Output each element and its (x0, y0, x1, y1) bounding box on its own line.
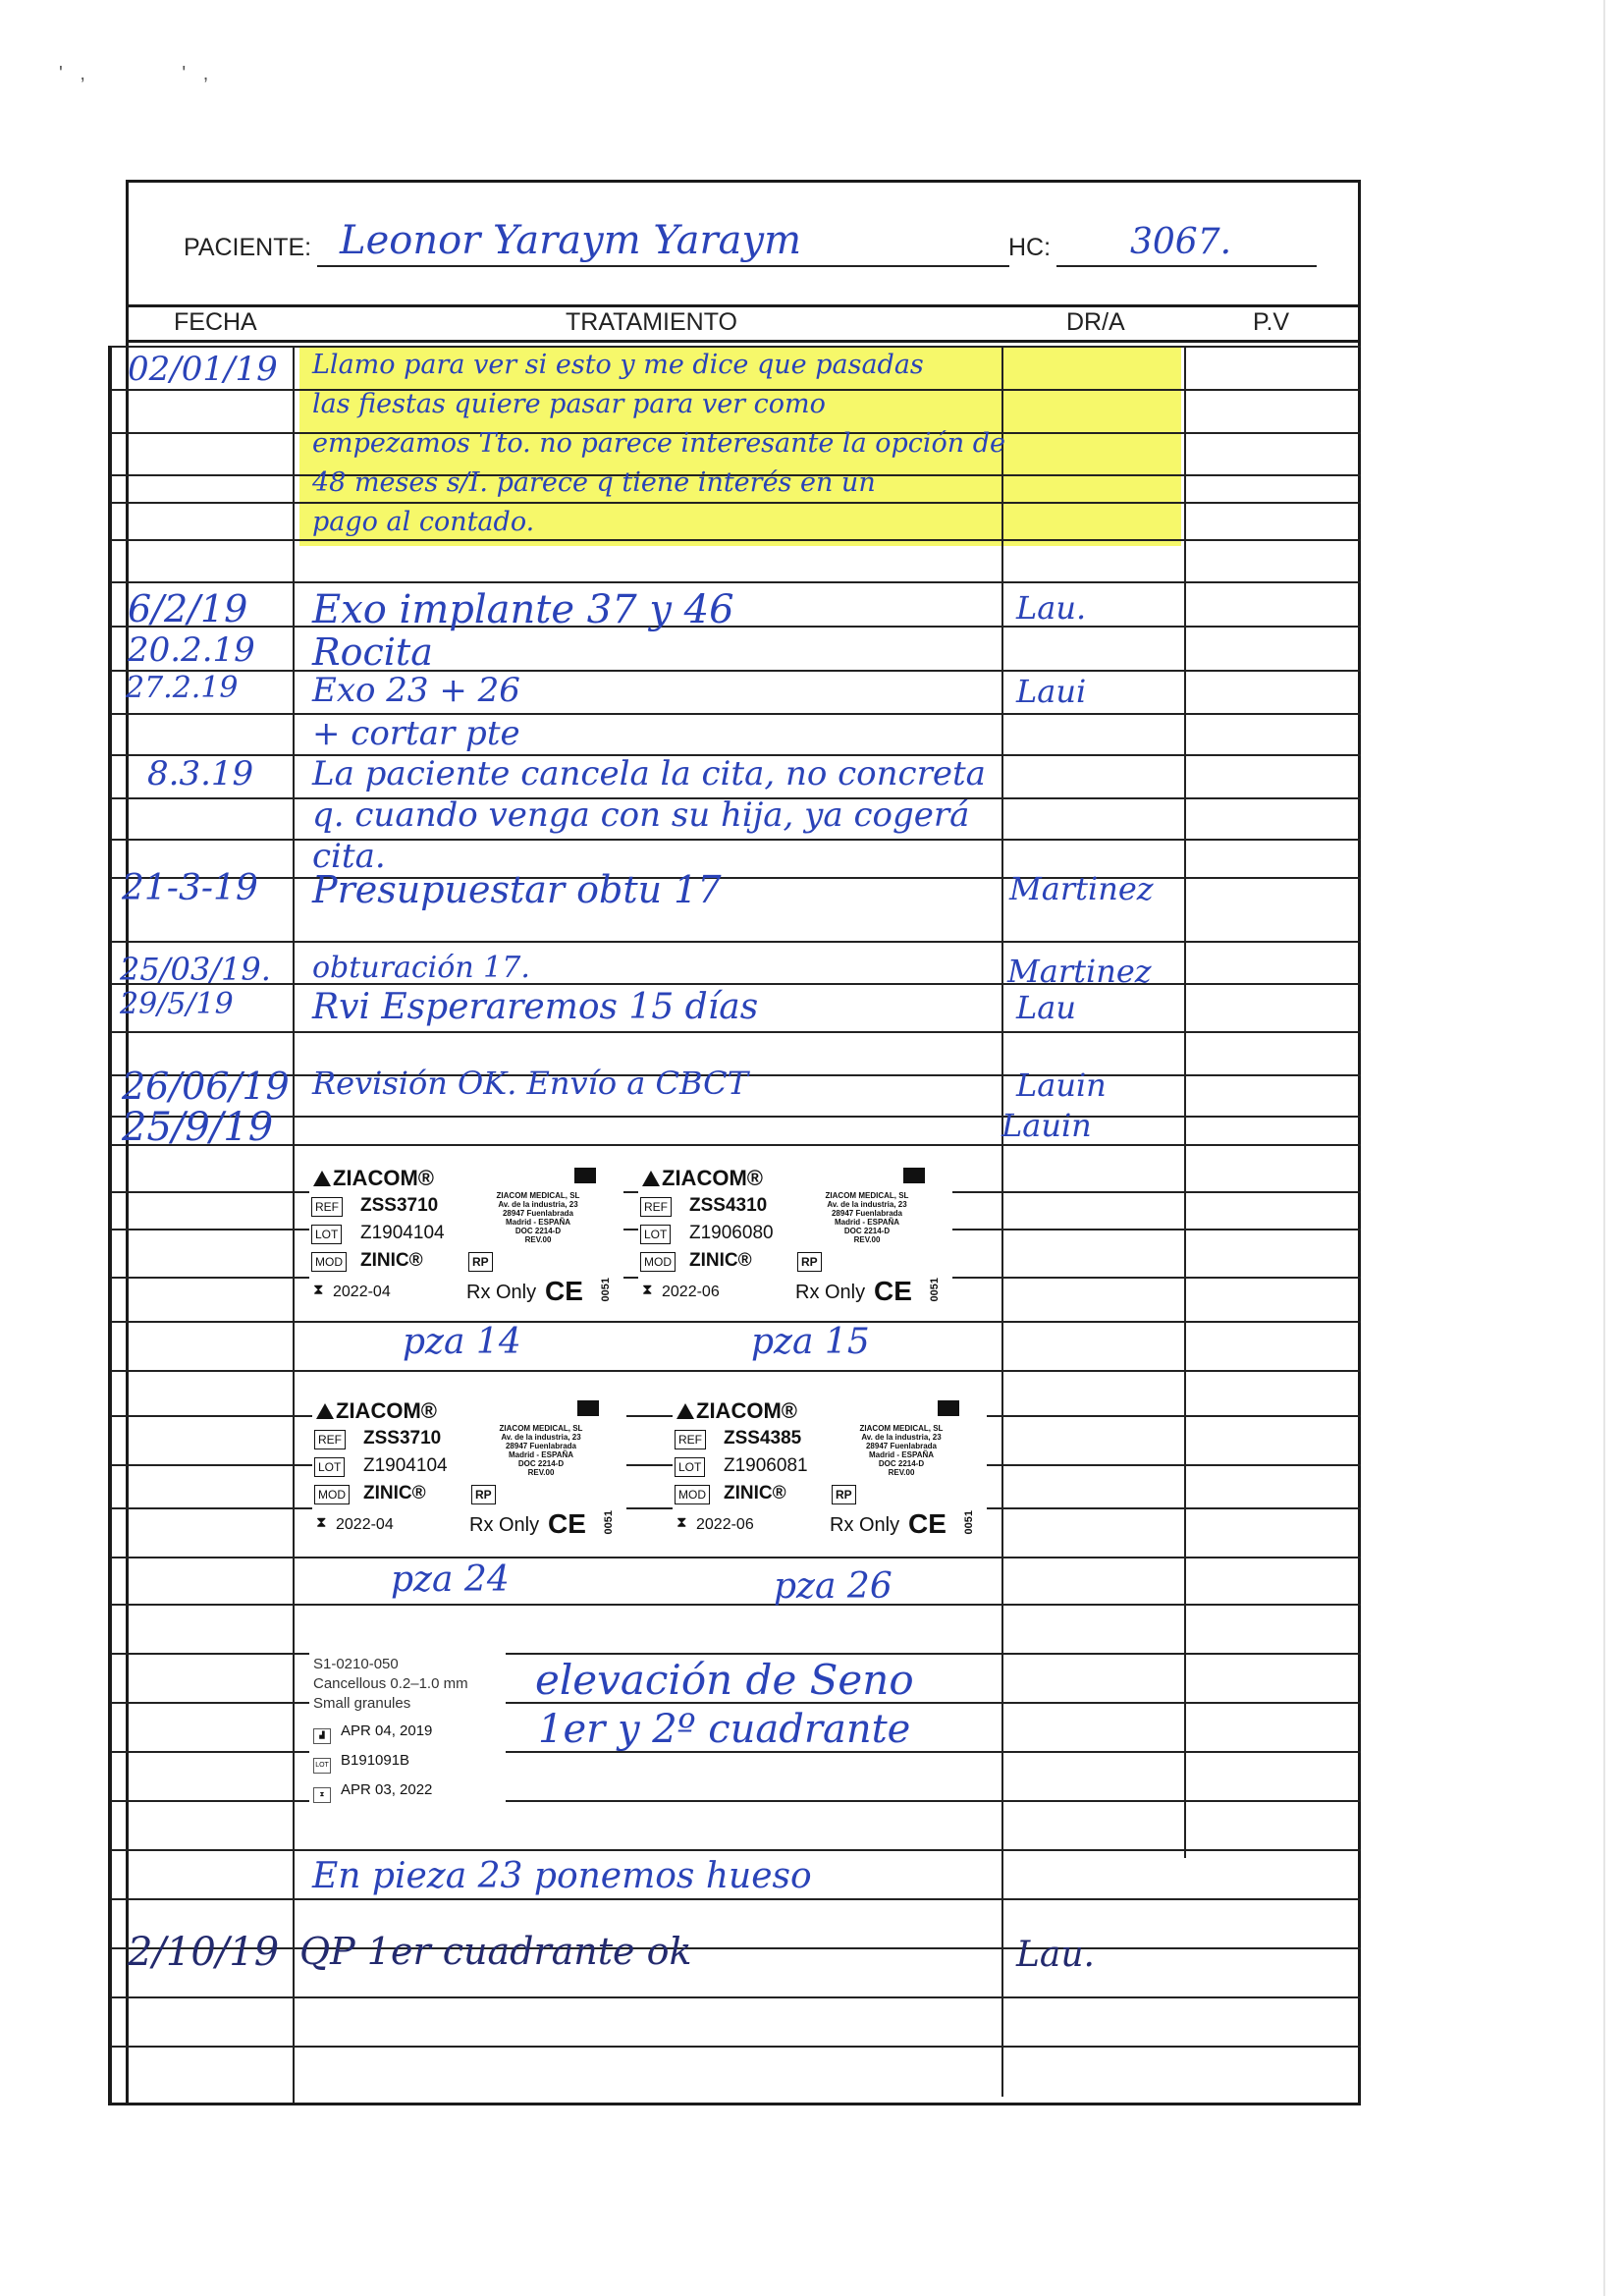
rp-tag: RP (471, 1485, 496, 1504)
entry-fecha: 21-3-19 (122, 868, 258, 908)
entry-tratamiento-line: Llamo para ver si esto y me dice que pasadas (312, 350, 924, 380)
lot-value: Z1906080 (689, 1223, 774, 1243)
entry-dr: Laui (1016, 673, 1087, 710)
entry-fecha: 25/03/19. (120, 951, 271, 988)
last-fecha: 2/10/19 (128, 1930, 280, 1975)
entry-fecha: 20.2.19 (128, 630, 255, 670)
ref-value: ZSS3710 (363, 1428, 442, 1449)
factory-icon (938, 1400, 959, 1416)
implant-label (638, 1162, 952, 1314)
maker-line: ZIACOM MEDICAL, SL (859, 1424, 944, 1433)
elevacion-note-2: 1er y 2º cuadrante (538, 1707, 911, 1752)
bone-exp: APR 03, 2022 (341, 1781, 433, 1798)
entry-tratamiento-line: Rocita (312, 630, 433, 674)
ref-tag: REF (675, 1430, 706, 1449)
entry-tratamiento-line: La paciente cancela la cita, no concreta (312, 754, 986, 793)
ziacom-logo-icon (676, 1403, 694, 1419)
scan-edge (1603, 0, 1605, 2296)
ce-mark: CE (545, 1276, 583, 1306)
rx-only: Rx Only (830, 1514, 900, 1536)
maker-line: Madrid - ESPAÑA (505, 1218, 571, 1227)
entry-tratamiento-line: Exo implante 37 y 46 (312, 587, 734, 632)
entry-tratamiento-line: Exo 23 + 26 (312, 671, 520, 710)
maker-line: Madrid - ESPAÑA (834, 1218, 900, 1227)
ziacom-logo (642, 1166, 763, 1191)
entry-tratamiento-line: Rvi Esperaremos 15 días (312, 987, 759, 1027)
ref-tag: REF (640, 1197, 672, 1217)
col-pv: P.V (1253, 308, 1290, 336)
rp-tag: RP (468, 1252, 493, 1272)
notified-body: 0051 (603, 1510, 615, 1535)
ziacom-logo (676, 1398, 797, 1424)
ref-tag: REF (311, 1197, 343, 1217)
scan-specks: ' , ' , (59, 63, 215, 84)
expiry-value: 2022-04 (333, 1284, 391, 1300)
maker-line: Madrid - ESPAÑA (508, 1450, 574, 1459)
lot-tag: LOT (675, 1457, 705, 1477)
ref-value: ZSS4310 (689, 1195, 768, 1216)
maker-line: ZIACOM MEDICAL, SL (496, 1191, 580, 1200)
entry-dr: Lauin (1001, 1107, 1092, 1144)
entry-tratamiento-line: Presupuestar obtu 17 (312, 868, 722, 911)
ziacom-logo (313, 1166, 434, 1191)
last-dr: Lau. (1016, 1935, 1095, 1975)
brand-text: ZIACOM® (662, 1166, 763, 1190)
maker-line: 28947 Fuenlabrada (831, 1209, 903, 1218)
factory-icon (574, 1168, 596, 1183)
maker-line: REV.00 (888, 1468, 915, 1477)
expiry-value: 2022-04 (336, 1516, 394, 1533)
factory-icon (903, 1168, 925, 1183)
entry-fecha: 27.2.19 (126, 671, 239, 705)
entry-fecha: 8.3.19 (147, 754, 254, 793)
bone-lot: B191091B (341, 1752, 410, 1769)
pieza-note: pza 24 (391, 1559, 510, 1600)
mod-tag: MOD (314, 1485, 350, 1504)
lot-tag: LOT (314, 1457, 345, 1477)
entry-tratamiento-line: las fiestas quiere pasar para ver como (312, 389, 826, 419)
rx-only: Rx Only (795, 1282, 866, 1303)
maker-line: 28947 Fuenlabrada (505, 1442, 577, 1450)
notified-body: 0051 (963, 1510, 975, 1535)
maker-line: Madrid - ESPAÑA (868, 1450, 935, 1459)
lot-icon: LOT (313, 1758, 331, 1774)
bone-mfg: APR 04, 2019 (341, 1722, 433, 1739)
ziacom-logo-icon (642, 1171, 660, 1186)
entry-tratamiento-line: cita. (312, 837, 386, 876)
ziacom-logo (316, 1398, 437, 1424)
entry-tratamiento-line: pago al contado. (312, 507, 535, 537)
lot-tag: LOT (311, 1225, 342, 1244)
pieza-note: pza 26 (774, 1566, 893, 1607)
hourglass-icon: ⧗ (313, 1787, 331, 1803)
ce-mark: CE (874, 1276, 912, 1306)
entry-tratamiento-line: 48 meses s/I. parece q tiene interés en un (312, 467, 876, 498)
brand-text: ZIACOM® (696, 1398, 797, 1423)
col-dr: DR/A (1066, 308, 1125, 336)
expiry-value: 2022-06 (696, 1516, 754, 1533)
pieza-note: pza 15 (751, 1322, 870, 1362)
paciente-value: Leonor Yaraym Yaraym (340, 218, 801, 263)
form-header (129, 183, 1358, 307)
implant-label (312, 1394, 626, 1547)
last-tratamiento: QP 1er cuadrante ok (299, 1930, 692, 1973)
entry-tratamiento-line: + cortar pte (312, 714, 520, 753)
ref-value: ZSS3710 (360, 1195, 439, 1216)
maker-line: 28947 Fuenlabrada (502, 1209, 574, 1218)
entry-fecha: 6/2/19 (128, 587, 248, 630)
maker-line: Av. de la industria, 23 (498, 1200, 578, 1209)
rx-only: Rx Only (466, 1282, 537, 1303)
hc-label: HC: (1008, 234, 1052, 261)
entry-fecha: 02/01/19 (128, 350, 278, 389)
maker-line: DOC 2214-D (843, 1227, 891, 1235)
paciente-underline (317, 265, 1009, 267)
hourglass-icon: ⧗ (642, 1282, 653, 1298)
entry-fecha: 29/5/19 (120, 987, 234, 1021)
mod-value: ZINIC® (724, 1483, 786, 1503)
bone-graft-label (309, 1645, 506, 1817)
pieza-note: pza 14 (403, 1322, 521, 1362)
mod-tag: MOD (311, 1252, 347, 1272)
hourglass-icon: ⧗ (316, 1514, 327, 1531)
maker-line: DOC 2214-D (517, 1459, 565, 1468)
lot-value: Z1904104 (363, 1455, 448, 1476)
entry-dr: Lau (1016, 989, 1076, 1026)
lot-value: Z1906081 (724, 1455, 808, 1476)
maker-line: REV.00 (527, 1468, 555, 1477)
entry-tratamiento-line: empezamos Tto. no parece interesante la opción de (312, 428, 1006, 459)
ziacom-logo-icon (313, 1171, 331, 1186)
elevacion-note-1: elevación de Seno (535, 1656, 914, 1704)
factory-icon: ▟ (313, 1728, 331, 1744)
ref-tag: REF (314, 1430, 346, 1449)
ce-mark: CE (908, 1508, 947, 1539)
hc-value: 3067. (1130, 222, 1232, 262)
hourglass-icon: ⧗ (676, 1514, 687, 1531)
maker-line: ZIACOM MEDICAL, SL (499, 1424, 583, 1433)
notified-body: 0051 (929, 1278, 941, 1302)
maker-line: ZIACOM MEDICAL, SL (825, 1191, 909, 1200)
entry-dr: Martinez (1007, 953, 1152, 990)
entry-tratamiento-line: obturación 17. (312, 951, 530, 985)
bone-size: Small granules (313, 1695, 411, 1712)
maker-line: REV.00 (524, 1235, 552, 1244)
lot-tag: LOT (640, 1225, 671, 1244)
hc-underline (1056, 265, 1317, 267)
notified-body: 0051 (600, 1278, 612, 1302)
maker-line: DOC 2214-D (514, 1227, 562, 1235)
maker-line: DOC 2214-D (878, 1459, 925, 1468)
entry-fecha: 26/06/19 (122, 1065, 290, 1108)
maker-line: REV.00 (853, 1235, 881, 1244)
mod-value: ZINIC® (360, 1250, 423, 1271)
lot-value: Z1904104 (360, 1223, 445, 1243)
factory-icon (577, 1400, 599, 1416)
bone-code: S1-0210-050 (313, 1656, 399, 1672)
rp-tag: RP (832, 1485, 856, 1504)
entry-tratamiento-line: q. cuando venga con su hija, ya cogerá (312, 795, 970, 835)
brand-text: ZIACOM® (336, 1398, 437, 1423)
hueso-note: En pieza 23 ponemos hueso (312, 1856, 812, 1896)
entry-fecha: 25/9/19 (122, 1105, 274, 1150)
mod-value: ZINIC® (363, 1483, 426, 1503)
mod-value: ZINIC® (689, 1250, 752, 1271)
paciente-label: PACIENTE: (184, 234, 312, 261)
column-headers (129, 304, 1358, 343)
ziacom-logo-icon (316, 1403, 334, 1419)
implant-label (673, 1394, 987, 1547)
entry-dr: Martinez (1009, 870, 1154, 907)
maker-line: Av. de la industria, 23 (827, 1200, 907, 1209)
col-tratamiento: TRATAMIENTO (566, 308, 737, 336)
entry-dr: Lau. (1016, 589, 1087, 627)
brand-text: ZIACOM® (333, 1166, 434, 1190)
ref-value: ZSS4385 (724, 1428, 802, 1449)
maker-line: Av. de la industria, 23 (501, 1433, 581, 1442)
entry-tratamiento-line: Revisión OK. Envío a CBCT (312, 1065, 748, 1102)
col-fecha: FECHA (174, 308, 257, 336)
mod-tag: MOD (640, 1252, 676, 1272)
bone-desc: Cancellous 0.2–1.0 mm (313, 1675, 468, 1692)
rp-tag: RP (797, 1252, 822, 1272)
implant-label (309, 1162, 623, 1314)
maker-line: Av. de la industria, 23 (861, 1433, 942, 1442)
expiry-value: 2022-06 (662, 1284, 720, 1300)
hourglass-icon: ⧗ (313, 1282, 324, 1298)
rx-only: Rx Only (469, 1514, 540, 1536)
entry-dr: Lauin (1016, 1066, 1107, 1104)
ce-mark: CE (548, 1508, 586, 1539)
mod-tag: MOD (675, 1485, 710, 1504)
maker-line: 28947 Fuenlabrada (865, 1442, 938, 1450)
